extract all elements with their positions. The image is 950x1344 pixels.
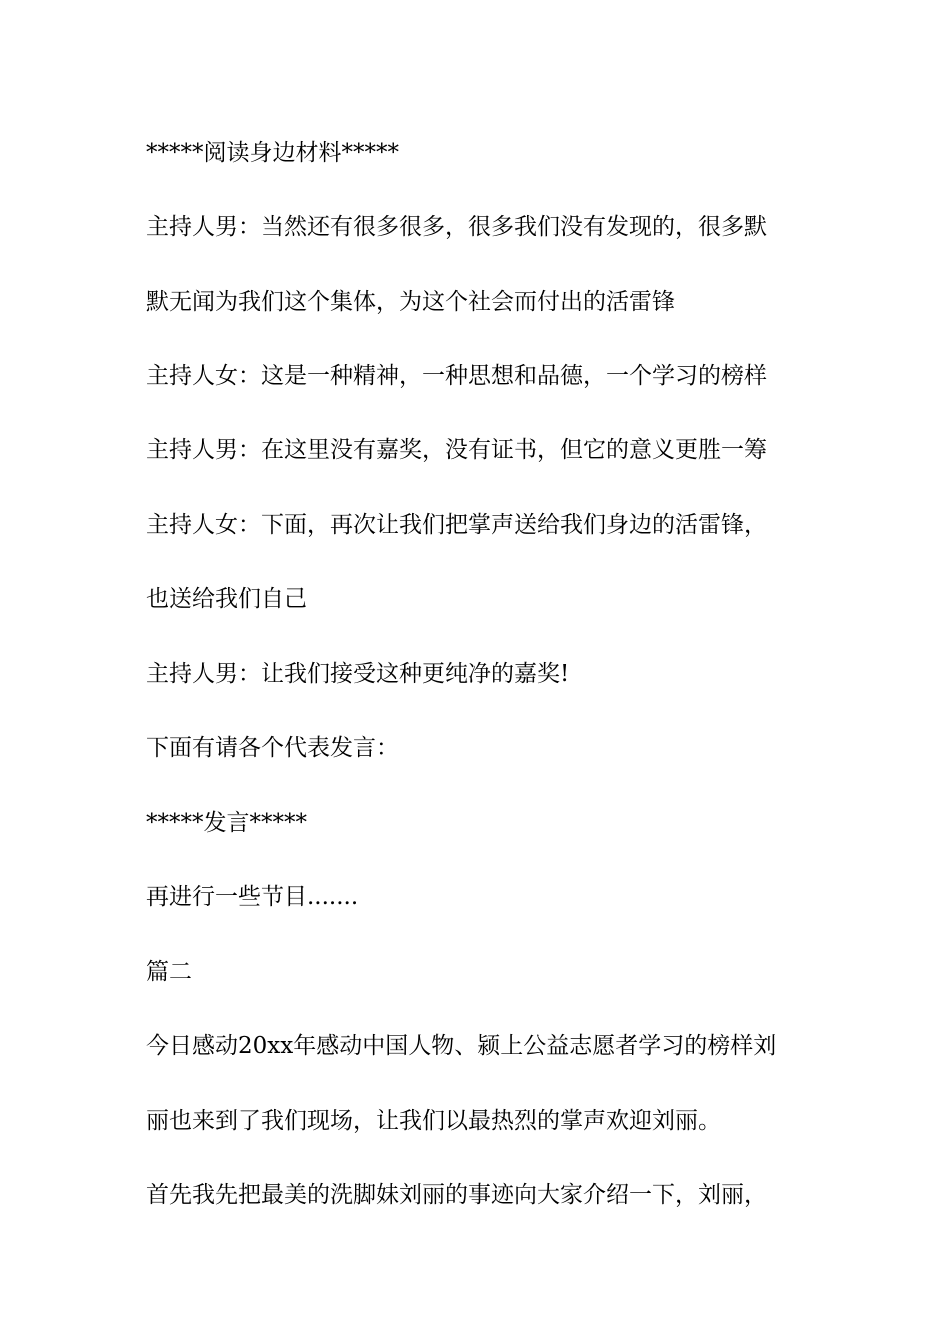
text-line: *****阅读身边材料*****: [146, 140, 399, 166]
text-line: 丽也来到了我们现场，让我们以最热烈的掌声欢迎刘丽。: [146, 1108, 721, 1134]
text-line: 今日感动20xx年感动中国人物、颍上公益志愿者学习的榜样刘: [146, 1033, 777, 1059]
text-line: 首先我先把最美的洗脚妹刘丽的事迹向大家介绍一下，刘丽，: [146, 1182, 767, 1208]
text-line: 主持人男：当然还有很多很多，很多我们没有发现的，很多默: [146, 214, 767, 240]
text-line: 主持人男：让我们接受这种更纯净的嘉奖!: [146, 661, 570, 687]
text-line: 默无闻为我们这个集体，为这个社会而付出的活雷锋: [146, 289, 675, 315]
text-line: *****发言*****: [146, 810, 307, 836]
text-line: 再进行一些节目.......: [146, 884, 359, 910]
text-line: 也送给我们自己: [146, 586, 307, 612]
text-line: 下面有请各个代表发言：: [146, 735, 399, 761]
text-line: 主持人男：在这里没有嘉奖，没有证书，但它的意义更胜一筹: [146, 437, 767, 463]
text-line: 主持人女：这是一种精神，一种思想和品德，一个学习的榜样: [146, 363, 767, 389]
section-heading: 篇二: [146, 959, 192, 985]
text-line: 主持人女：下面，再次让我们把掌声送给我们身边的活雷锋，: [146, 512, 767, 538]
